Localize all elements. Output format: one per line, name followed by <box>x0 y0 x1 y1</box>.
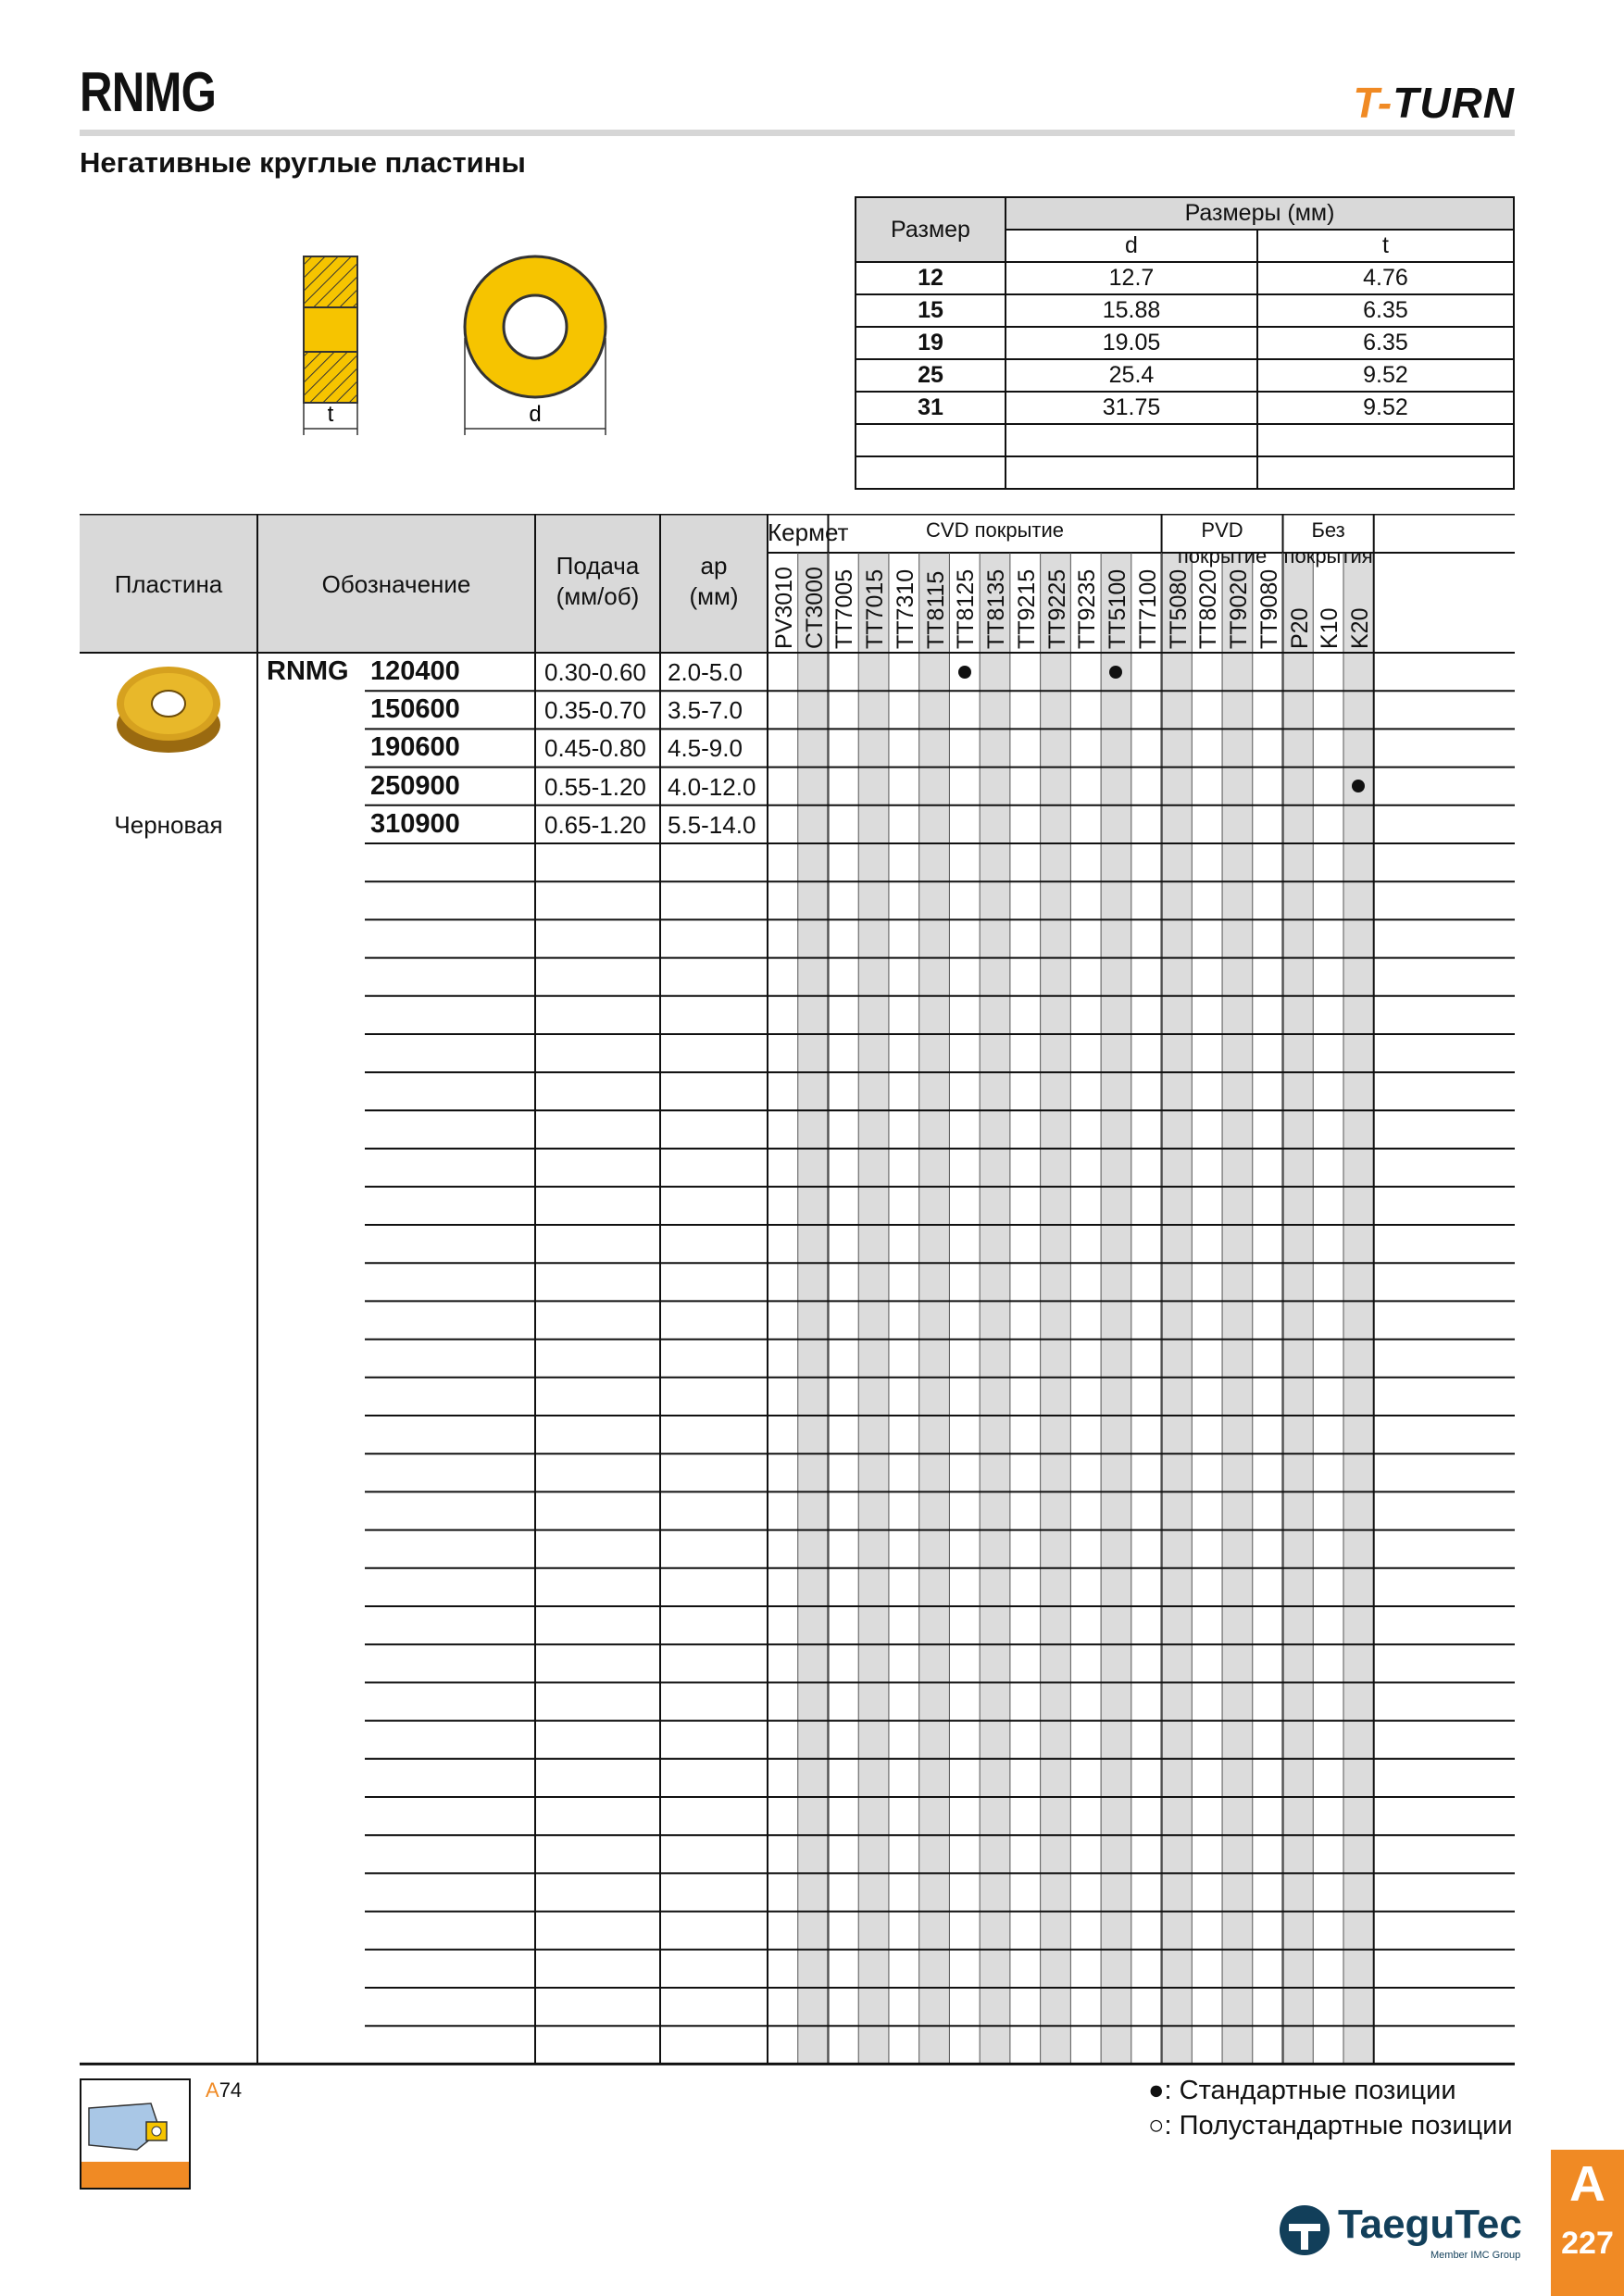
dimension-size-cell: 25 <box>856 359 1006 392</box>
brand-logo <box>1353 78 1515 128</box>
insert-type-label: Черновая <box>114 811 223 839</box>
dimension-d-cell: 31.75 <box>1006 392 1257 424</box>
dimension-d-cell <box>1006 424 1257 456</box>
page-title: RNMG <box>80 61 217 123</box>
dimension-t-cell: 9.52 <box>1257 359 1514 392</box>
dimension-t-cell <box>1257 456 1514 489</box>
section-tab <box>1551 2150 1624 2296</box>
header-rule <box>80 130 1515 136</box>
dimension-size-cell: 15 <box>856 294 1006 327</box>
grade-column-shade <box>980 553 1010 2064</box>
ap-value: 4.0-12.0 <box>668 772 756 801</box>
legend-standard: ●: Стандартные позиции <box>1148 2076 1456 2105</box>
taegutec-emblem-icon <box>1278 2203 1331 2257</box>
grade-column-shade <box>919 553 950 2064</box>
grade-column-shade <box>1101 553 1131 2064</box>
grade-label-tt9235: TT9235 <box>1074 568 1101 649</box>
standard-position-dot <box>1109 666 1122 679</box>
dimension-d-cell: 19.05 <box>1006 327 1257 359</box>
series-label: RNMG <box>267 656 349 686</box>
page-subtitle: Негативные круглые пластины <box>80 146 526 179</box>
dimensions-group-header: Размеры (мм) <box>1006 197 1514 230</box>
feed-value: 0.30-0.60 <box>544 658 646 686</box>
d-header: d <box>1006 230 1257 262</box>
grade-label-tt7005: TT7005 <box>831 568 858 649</box>
dimension-d-cell <box>1006 456 1257 489</box>
ap-value: 3.5-7.0 <box>668 696 743 725</box>
t-label: t <box>327 402 334 427</box>
dimension-size-cell <box>856 424 1006 456</box>
dimension-t-cell: 9.52 <box>1257 392 1514 424</box>
grade-label-tt5100: TT5100 <box>1105 568 1131 649</box>
grade-label-tt7310: TT7310 <box>892 568 918 649</box>
designation-code: 190600 <box>370 732 460 763</box>
grade-table <box>80 514 1515 2067</box>
grade-group-header: Без покрытия <box>1283 518 1373 568</box>
dimension-t-cell <box>1257 424 1514 456</box>
dimension-size-cell: 19 <box>856 327 1006 359</box>
company-logo: TaeguTec <box>1338 2202 1522 2247</box>
dimension-size-cell: 31 <box>856 392 1006 424</box>
dimension-row <box>856 327 1514 359</box>
grade-column-shade <box>1222 553 1253 2064</box>
grade-column-shade <box>1283 553 1314 2064</box>
dimension-row <box>856 456 1514 489</box>
grade-column-shade <box>1162 553 1193 2064</box>
grade-label-tt8135: TT8135 <box>983 568 1010 649</box>
grade-label-tt9080: TT9080 <box>1255 568 1282 649</box>
side-view <box>304 256 357 435</box>
dimension-t-cell: 6.35 <box>1257 294 1514 327</box>
d-label: d <box>529 402 542 427</box>
grade-label-tt8125: TT8125 <box>953 568 980 649</box>
dimension-row <box>856 359 1514 392</box>
brand-prefix: T- <box>1353 79 1393 127</box>
grade-label-pv3010: PV3010 <box>771 567 797 649</box>
grade-group-header: PVD покрытие <box>1177 518 1268 568</box>
grade-label-k20: K20 <box>1346 607 1373 649</box>
grade-column-shade <box>1041 553 1071 2064</box>
designation-code: 120400 <box>370 656 460 686</box>
grade-label-ct3000: CT3000 <box>801 567 828 649</box>
dimension-d-cell: 12.7 <box>1006 262 1257 294</box>
t-header: t <box>1257 230 1514 262</box>
grade-column-shade <box>798 553 829 2064</box>
designation-code: 150600 <box>370 694 460 725</box>
dimension-t-cell: 6.35 <box>1257 327 1514 359</box>
dimension-d-cell: 15.88 <box>1006 294 1257 327</box>
turning-tool-icon <box>81 2080 189 2188</box>
dimensions-body <box>856 262 1514 489</box>
top-view <box>465 256 606 435</box>
insert-column-header: Пластина <box>114 570 223 598</box>
ap-value: 4.5-9.0 <box>668 734 743 763</box>
grade-label-tt8115: TT8115 <box>922 570 949 649</box>
ap-value: 2.0-5.0 <box>668 658 743 686</box>
ap-column-header: ap (мм) <box>689 552 739 610</box>
feed-column-header: Подача (мм/об) <box>556 552 640 610</box>
page-number: 227 <box>1561 2226 1614 2261</box>
grade-label-tt9020: TT9020 <box>1226 568 1253 649</box>
page-reference-number: 74 <box>219 2078 243 2102</box>
grade-label-k10: K10 <box>1317 607 1343 649</box>
grade-label-tt8020: TT8020 <box>1195 568 1222 649</box>
insert-diagram <box>296 245 630 449</box>
section-tab-letter: A <box>1569 2156 1605 2212</box>
dimensions-table <box>855 196 1515 490</box>
dimension-row <box>856 294 1514 327</box>
grade-label-tt9215: TT9215 <box>1013 568 1040 649</box>
grade-label-tt7015: TT7015 <box>862 568 889 649</box>
grade-label-p20: P20 <box>1286 607 1313 649</box>
ap-value: 5.5-14.0 <box>668 810 756 839</box>
feed-value: 0.65-1.20 <box>544 810 646 839</box>
grade-label-tt9225: TT9225 <box>1043 568 1070 649</box>
size-header: Размер <box>856 197 1006 262</box>
grade-group-header: Кермет <box>768 518 849 546</box>
insert-photo <box>117 667 220 753</box>
dimension-row <box>856 424 1514 456</box>
dimension-size-cell: 12 <box>856 262 1006 294</box>
feed-value: 0.35-0.70 <box>544 696 646 725</box>
legend-semi-standard: ○: Полустандартные позиции <box>1148 2111 1513 2140</box>
dimension-d-cell: 25.4 <box>1006 359 1257 392</box>
dimension-size-cell <box>856 456 1006 489</box>
dimension-t-cell: 4.76 <box>1257 262 1514 294</box>
brand-suffix: TURN <box>1393 79 1515 127</box>
designation-code: 250900 <box>370 770 460 801</box>
grade-table-grid <box>80 514 1515 2067</box>
designation-column-header: Обозначение <box>321 570 471 598</box>
company-logo-subtitle: Member IMC Group <box>1430 2250 1521 2261</box>
grade-label-tt5080: TT5080 <box>1165 568 1192 649</box>
feed-value: 0.45-0.80 <box>544 734 646 763</box>
grade-group-header: CVD покрытие <box>926 518 1064 542</box>
page-reference-letter: A <box>206 2078 219 2102</box>
designation-code: 310900 <box>370 808 460 839</box>
feed-value: 0.55-1.20 <box>544 772 646 801</box>
page-reference[interactable] <box>206 2078 242 2103</box>
grade-label-tt7100: TT7100 <box>1134 568 1161 649</box>
turning-operation-thumbnail <box>80 2078 191 2190</box>
standard-position-dot <box>958 666 971 679</box>
dimension-row <box>856 392 1514 424</box>
dimension-row <box>856 262 1514 294</box>
grade-column-shade <box>858 553 889 2064</box>
